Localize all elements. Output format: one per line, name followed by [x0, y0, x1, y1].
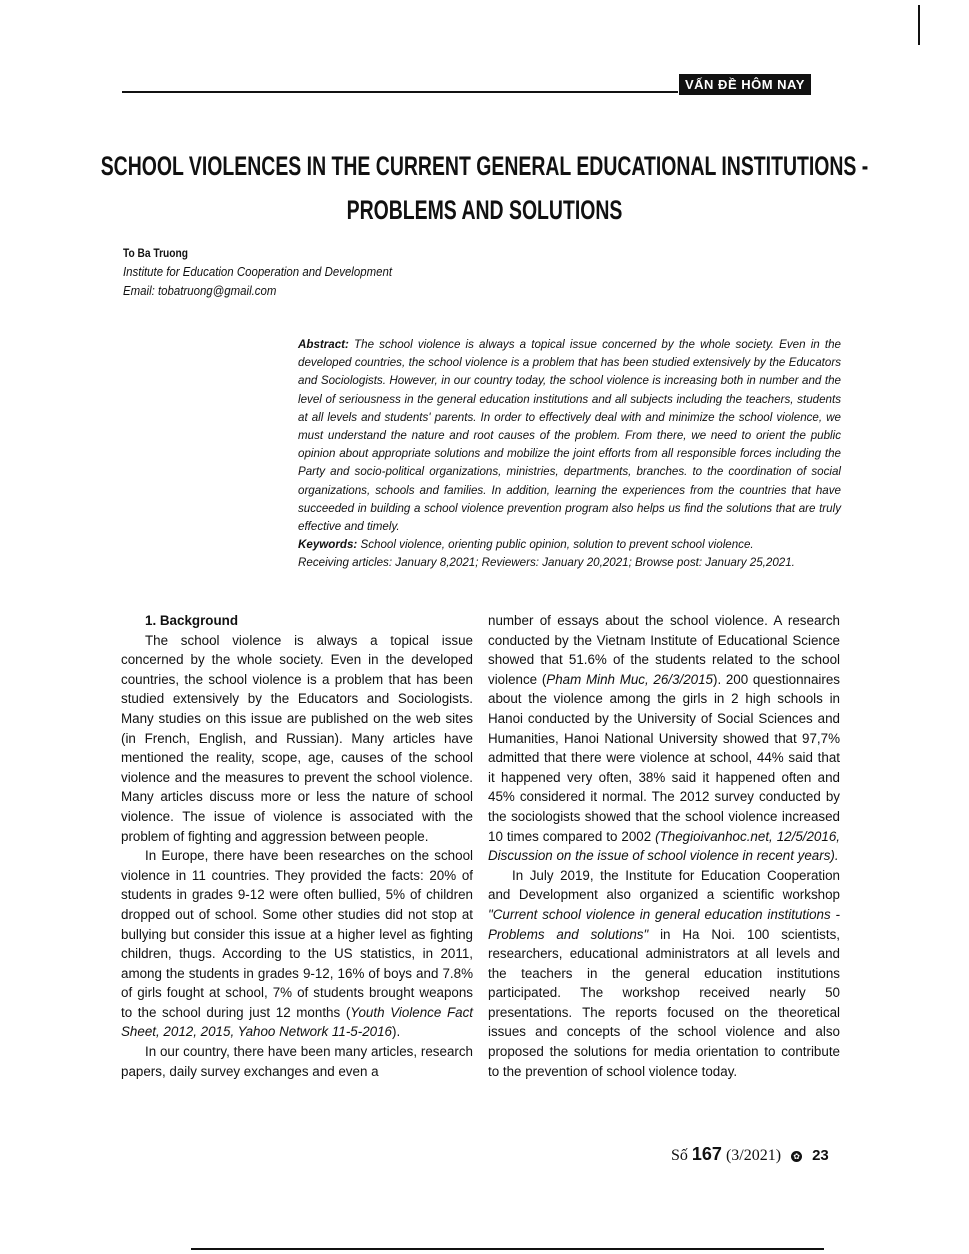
page-number: 23	[812, 1147, 829, 1164]
citation: Pham Minh Muc, 26/3/2015	[546, 671, 713, 687]
page-footer	[671, 1144, 829, 1165]
header-rule	[122, 91, 678, 93]
section-tag: VẤN ĐỀ HÔM NAY	[679, 74, 811, 95]
section-heading: 1. Background	[145, 613, 239, 628]
body-paragraph: In our country, there have been many articles, research papers, daily survey exchanges and even a	[121, 1044, 473, 1079]
issue-number: 167	[691, 1144, 722, 1164]
citation: (Thegioivanhoc.net, 12/5/2016, Discussion on the issue of school violence in recent years).	[488, 828, 840, 864]
paragraph-text: ).	[391, 1024, 401, 1040]
abstract-block	[298, 336, 841, 573]
abstract-label: Abstract:	[298, 338, 349, 351]
issue-prefix: Số	[671, 1147, 688, 1164]
article-dates: Receiving articles: January 8,2021; Reviewers: January 20,2021; Browse post: January 25,2021.	[298, 556, 795, 570]
keywords-label: Keywords:	[298, 538, 358, 552]
abstract-paragraph	[298, 336, 841, 536]
paragraph-text: ). 200 questionnaires about the violence among the girls in 2 high schools in Hanoi conducted by the University of Social Sciences and Humanities, Hanoi National University showed that 97,7% admitted that there were violence at school, 44% said that it happened very often, 38% said it happened often and 45% considered it normal. The 2012 survey conducted by the sociologists showed that the school violence increased 10 times compared to 2002	[488, 671, 840, 844]
citation: Youth Violence Fact Sheet, 2012, 2015, Yahoo Network 11-5-2016	[121, 1004, 473, 1040]
paragraph-text: In Europe, there have been researches on the school violence in 11 countries. They provided the facts: 20% of students in grades 9-12 were often bullied, 5% of children dropped out of school. Some other studies did not stop at bullying but consider this issue at a higher level as fighting children, thugs. According to the US statistics, in 2011, among the students in grades 9-12, 16% of boys and 7.8% of girls fought at school, 7% of students brought weapons to the school during just 12 months (	[121, 848, 473, 1020]
body-paragraph	[488, 866, 840, 1082]
crop-mark	[918, 5, 920, 45]
flower-ornament-icon: ✿	[791, 1151, 802, 1162]
author-name: To Ba Truong	[123, 246, 188, 260]
citation: "Current school violence in general education institutions - Problems and solutions"	[488, 906, 840, 942]
body-paragraph	[488, 611, 840, 866]
article-title	[0, 144, 969, 232]
paragraph-text: in Ha Noi. 100 scientists, researchers, educational administrators at all levels and the teachers in the general education institutions participated. The workshop received nearly 50 presentations. The reports focused on the theoretical issues and concepts of the school violence and also proposed the solutions for media orientation to contribute to the prevention of school violence today.	[488, 926, 840, 1079]
abstract-text: The school violence is always a topical issue concerned by the whole society. Even in the developed countries, the school violence is a problem that has been studied extensively by the Educators and Sociologists. However, in our country today, the school violence is increasing both in number and the level of seriousness in the general education institutions and all subjects including the teachers, students at all levels and students' parents. In order to effectively deal with and minimize the school violence, we must understand the nature and root causes of the problem. From there, we need to orient the public opinion about appropriate solutions and mobilize the joint efforts from all responsible forces including the Party and socio-political organizations, ministries, departments, branches. to the coordination of social organizations, schools and families. In addition, learning the experiences from the countries that have succeeded in building a school violence prevention program also helps us find the solutions that are truly effective and timely.	[298, 338, 841, 534]
title-line-1: SCHOOL VIOLENCES IN THE CURRENT GENERAL EDUCATIONAL INSTITUTIONS -	[100, 151, 869, 181]
body-paragraph	[121, 846, 473, 1042]
keywords-paragraph	[298, 536, 841, 554]
body-paragraph: The school violence is always a topical issue concerned by the whole society. Even in the developed countries, the school violence is a problem that has been studied extensively by the Educators and Sociologists. Many studies on this issue are published on the web sites (in French, English, and Russian). Many articles have mentioned the reality, scope, age, causes of the school violence and the measures to prevent the school violence. Many articles discuss more or less the nature of school violence. The issue of violence is associated with the problem of fighting and aggression between people.	[121, 632, 473, 844]
author-email: Email: tobatruong@gmail.com	[123, 283, 277, 298]
issue-date: (3/2021)	[725, 1147, 782, 1164]
right-column	[488, 611, 840, 1081]
left-column	[121, 611, 473, 1081]
title-line-2: PROBLEMS AND SOLUTIONS	[346, 195, 623, 225]
paragraph-text: In July 2019, the Institute for Education Cooperation and Development also organized a scientific workshop	[488, 867, 840, 903]
footer-rule	[191, 1248, 824, 1250]
keywords-text: School violence, orienting public opinion, solution to prevent school violence.	[357, 538, 754, 552]
paragraph-text: number of essays about the school violence. A research conducted by the Vietnam Institute of Educational Science showed that 51.6% of the students related to the school violence (	[488, 613, 840, 687]
author-affiliation: Institute for Education Cooperation and Development	[123, 264, 393, 279]
